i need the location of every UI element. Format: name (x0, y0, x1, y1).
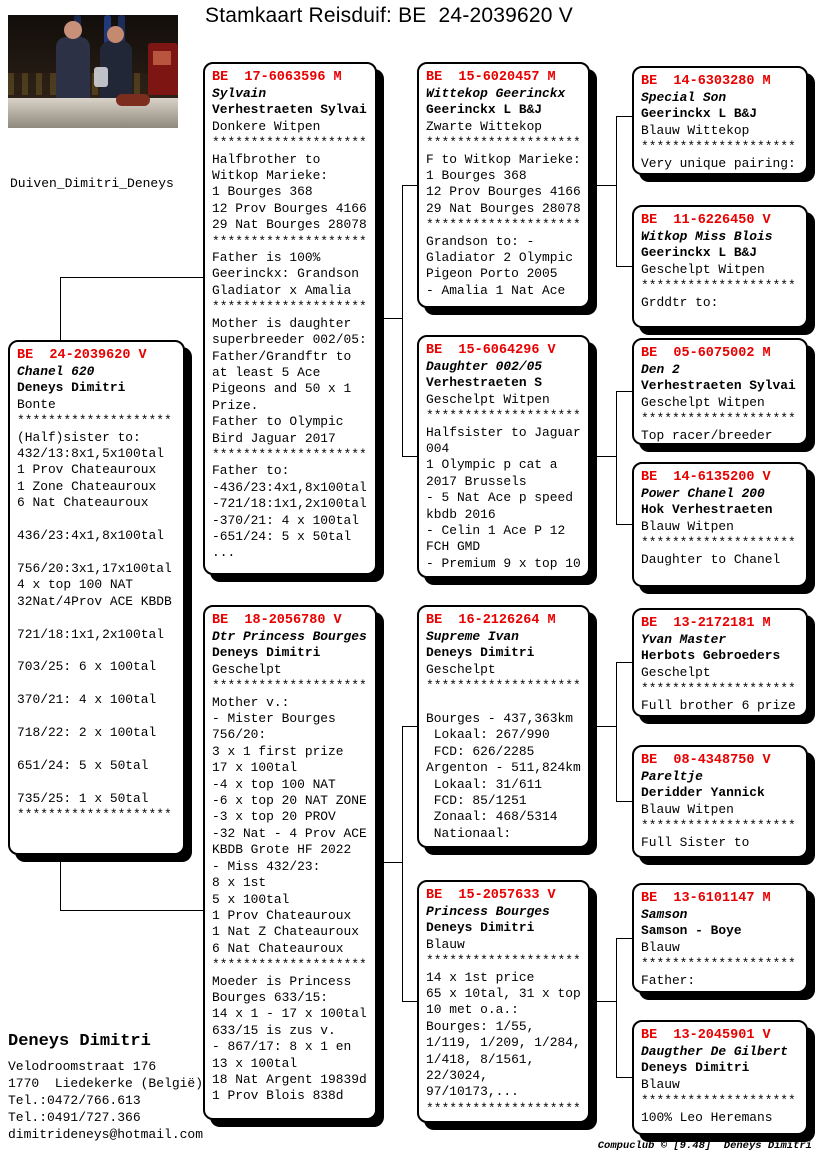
card-greatgrandparent-5 (632, 608, 808, 717)
body-line: Witkop Marieke: (212, 168, 329, 184)
separator-stars: ******************** (641, 818, 796, 834)
pigeon-name: Den 2 (641, 362, 680, 377)
ring-number: BE 17-6063596 M (212, 70, 342, 85)
card-father (203, 62, 377, 575)
body-line: 1/418, 8/1561, (426, 1051, 535, 1067)
pigeon-color: Blauw (426, 936, 465, 952)
connector-line (616, 391, 632, 392)
body-line: 721/18:1x1,2x100tal (17, 626, 164, 642)
body-line: 13 x 100tal (212, 1055, 298, 1071)
body-line: 756/20:3x1,17x100tal (17, 560, 172, 576)
body-line: 6 Nat Chateauroux (212, 940, 344, 956)
body-line: - Celin 1 Ace P 12 (426, 523, 566, 539)
body-line: - Premium 9 x top 10 (426, 555, 581, 571)
card-body (641, 278, 799, 311)
fancier-name: Verhestraeten S (426, 375, 543, 391)
body-line: Lokaal: 267/990 (426, 727, 550, 743)
connector-line (402, 456, 417, 457)
separator-stars: ******************** (641, 1093, 796, 1109)
body-line: 14 x 1 - 17 x 100tal (212, 1006, 367, 1022)
connector-line (384, 318, 402, 319)
owner-line: 1770 Liedekerke (België) (8, 1076, 204, 1091)
separator-stars: ******************** (426, 217, 581, 233)
body-line: kbdb 2016 (426, 506, 496, 522)
connector-line (616, 801, 632, 802)
connector-line (60, 910, 204, 911)
body-line: 1 Prov Chateauroux (17, 462, 157, 478)
ring-number: BE 08-4348750 V (641, 753, 771, 768)
body-line: - Mister Bourges (212, 711, 336, 727)
connector-line (402, 185, 403, 457)
pigeon-color: Blauw Wittekop (641, 122, 750, 138)
connector-line (616, 116, 632, 117)
body-line: 1 Nat Z Chateauroux (212, 924, 359, 940)
fancier-name: Deneys Dimitri (426, 645, 535, 661)
body-line: 32Nat/4Prov ACE KBDB (17, 593, 172, 609)
separator-stars: ******************** (426, 135, 581, 151)
ring-number: BE 15-2057633 V (426, 888, 556, 903)
body-line: - 5 Nat Ace p speed (426, 490, 573, 506)
pigeon-color: Blauw (641, 939, 680, 955)
card-greatgrandparent-2 (632, 205, 808, 328)
body-line: Full Sister to (641, 834, 750, 850)
body-line (17, 676, 176, 692)
photo-person-head (107, 26, 124, 43)
fancier-name: Deridder Yannick (641, 785, 765, 801)
body-line: - 867/17: 8 x 1 en (212, 1039, 352, 1055)
card-grandfather-maternal (417, 605, 590, 848)
ring-number: BE 13-2172181 M (641, 616, 771, 631)
body-line: Father to Olympic (212, 414, 344, 430)
body-line: Mother is daughter (212, 315, 352, 331)
body-line: 651/24: 5 x 50tal (17, 757, 149, 773)
connector-line (616, 662, 632, 663)
card-body (426, 953, 581, 1117)
body-line: Grandson to: - (426, 233, 535, 249)
ring-number: BE 14-6135200 V (641, 470, 771, 485)
body-line: -370/21: 4 x 100tal (212, 512, 359, 528)
ring-number: BE 24-2039620 V (17, 348, 147, 363)
separator-stars: ******************** (426, 1100, 581, 1116)
pigeon-color: Zwarte Wittekop (426, 118, 543, 134)
separator-stars: ******************** (426, 408, 581, 424)
body-line: F to Witkop Marieke: (426, 151, 581, 167)
body-line: 18 Nat Argent 19839d (212, 1071, 367, 1087)
connector-line (616, 1077, 632, 1078)
body-line: 2017 Brussels (426, 473, 527, 489)
pigeon-name: Samson (641, 907, 688, 922)
pigeon-color: Geschelpt Witpen (641, 261, 765, 277)
connector-line (616, 266, 632, 267)
body-line: Bourges 633/15: (212, 989, 329, 1005)
pigeon-color: Geschelpt (641, 664, 711, 680)
connector-line (402, 185, 417, 186)
body-line: 100% Leo Heremans (641, 1109, 773, 1125)
connector-line (402, 726, 417, 727)
body-line: FCD: 85/1251 (426, 793, 527, 809)
ring-number: BE 16-2126264 M (426, 613, 556, 628)
body-line: at least 5 Ace (212, 364, 321, 380)
card-body (426, 135, 581, 299)
fancier-name: Deneys Dimitri (641, 1060, 750, 1076)
body-line: 4 x top 100 NAT (17, 577, 134, 593)
body-line: Lokaal: 31/611 (426, 776, 543, 792)
ring-number: BE 18-2056780 V (212, 613, 342, 628)
card-body (641, 956, 799, 989)
pigeon-name: Wittekop Geerinckx (426, 86, 566, 101)
body-line: 1 Bourges 368 (212, 184, 313, 200)
separator-stars: ******************** (212, 233, 367, 249)
body-line: Father to: (212, 463, 290, 479)
body-line: 3 x 1 first prize (212, 743, 344, 759)
body-line (17, 544, 176, 560)
pigeon-color: Geschelpt (212, 661, 282, 677)
fancier-name: Hok Verhestraeten (641, 502, 773, 518)
body-line: 8 x 1st (212, 875, 267, 891)
body-line: 97/10173,... (426, 1084, 519, 1100)
ring-number: BE 05-6075002 M (641, 346, 771, 361)
fancier-name: Geerinckx L B&J (426, 102, 543, 118)
body-line (17, 709, 176, 725)
body-line: 735/25: 1 x 50tal (17, 790, 149, 806)
ring-number: BE 11-6226450 V (641, 213, 771, 228)
card-grandmother-maternal (417, 880, 590, 1123)
loft-photo (8, 15, 178, 128)
body-line: 004 (426, 441, 450, 457)
body-line: -721/18:1x1,2x100tal (212, 496, 367, 512)
separator-stars: ******************** (212, 678, 367, 694)
card-body (17, 413, 176, 823)
body-line: Gladiator 2 Olympic (426, 250, 573, 266)
connector-line (402, 726, 403, 1002)
fancier-name: Verhestraeten Sylvai (641, 378, 796, 394)
separator-stars: ******************** (426, 953, 581, 969)
body-line: Grddtr to: (641, 294, 719, 310)
separator-stars: ******************** (212, 299, 367, 315)
body-line (17, 643, 176, 659)
body-line: 718/22: 2 x 100tal (17, 724, 157, 740)
body-line: Full brother 6 prize (641, 697, 796, 713)
body-line: 12 Prov Bourges 4166 (426, 184, 581, 200)
body-line: 10 met o.a.: (426, 1002, 519, 1018)
card-body (426, 678, 581, 842)
connector-line (616, 391, 617, 525)
body-line: Zonaal: 468/5314 (426, 809, 558, 825)
card-body (641, 139, 799, 172)
body-line: 1 Prov Chateauroux (212, 907, 352, 923)
pigeon-name: Pareltje (641, 769, 703, 784)
body-line: FCD: 626/2285 (426, 743, 535, 759)
ring-number: BE 14-6303280 M (641, 74, 771, 89)
connector-line (384, 862, 402, 863)
separator-stars: ******************** (641, 278, 796, 294)
owner-line: Velodroomstraat 176 (8, 1059, 157, 1074)
card-main-pigeon (8, 340, 185, 855)
connector-line (597, 726, 616, 727)
body-line: Very unique pairing: (641, 155, 796, 171)
body-line: - Miss 432/23: (212, 858, 321, 874)
connector-line (60, 857, 61, 910)
separator-stars: ******************** (17, 413, 172, 429)
card-greatgrandparent-6 (632, 745, 808, 858)
body-line: 436/23:4x1,8x100tal (17, 528, 164, 544)
fancier-name: Deneys Dimitri (17, 380, 126, 396)
body-line: FCH GMD (426, 539, 481, 555)
body-line: Argenton - 511,824km (426, 760, 581, 776)
pigeon-color: Bonte (17, 396, 56, 412)
body-line: 633/15 is zus v. (212, 1022, 336, 1038)
body-line: KBDB Grote HF 2022 (212, 842, 352, 858)
body-line: Nationaal: (426, 825, 512, 841)
connector-line (597, 1001, 616, 1002)
pigeon-color: Blauw Witpen (641, 518, 734, 534)
pigeon-color: Donkere Witpen (212, 118, 321, 134)
card-mother (203, 605, 377, 1120)
pigeon-color: Geschelpt Witpen (426, 391, 550, 407)
card-greatgrandparent-8 (632, 1020, 808, 1135)
body-line: Halfsister to Jaguar (426, 424, 581, 440)
body-line: Daughter to Chanel (641, 551, 781, 567)
photo-red-machine (148, 43, 178, 95)
ring-number: BE 15-6020457 M (426, 70, 556, 85)
footer-credit: Compuclub © [9.48] Deneys Dimitri (597, 1140, 812, 1152)
connector-line (60, 277, 61, 340)
body-line: 432/13:8x1,5x100tal (17, 446, 164, 462)
pigeon-name: Witkop Miss Blois (641, 229, 773, 244)
pigeon-color: Geschelpt (426, 661, 496, 677)
pigeon-name: Sylvain (212, 86, 267, 101)
card-body (641, 818, 799, 851)
owner-block (8, 1032, 203, 1143)
separator-stars: ******************** (17, 806, 172, 822)
pigeon-name: Chanel 620 (17, 364, 95, 379)
fancier-name: Deneys Dimitri (426, 920, 535, 936)
body-line: 1/119, 1/209, 1/284, (426, 1035, 581, 1051)
card-body (212, 678, 368, 1105)
separator-stars: ******************** (212, 957, 367, 973)
body-line: 22/3024, (426, 1068, 488, 1084)
body-line: Father/Grandftr to (212, 348, 352, 364)
separator-stars: ******************** (212, 446, 367, 462)
pigeon-name: Princess Bourges (426, 904, 550, 919)
body-line (426, 695, 581, 711)
connector-line (616, 662, 617, 802)
body-line: Bird Jaguar 2017 (212, 430, 336, 446)
body-line: 12 Prov Bourges 4166 (212, 200, 367, 216)
pigeon-color: Blauw Witpen (641, 801, 734, 817)
body-line: 1 Zone Chateauroux (17, 478, 157, 494)
body-line: -6 x top 20 NAT ZONE (212, 793, 367, 809)
body-line: Moeder is Princess (212, 973, 352, 989)
body-line: Prize. (212, 397, 259, 413)
body-line: Pigeon Porto 2005 (426, 266, 558, 282)
card-body (641, 411, 799, 444)
fancier-name: Samson - Boye (641, 923, 742, 939)
body-line: Father: (641, 972, 696, 988)
body-line: 370/21: 4 x 100tal (17, 692, 157, 708)
body-line: Geerinckx: Grandson (212, 266, 359, 282)
body-line: Bourges: 1/55, (426, 1018, 535, 1034)
body-line (17, 774, 176, 790)
pigeon-name: Daughter 002/05 (426, 359, 543, 374)
connector-line (402, 1001, 417, 1002)
connector-line (597, 185, 616, 186)
body-line: 1 Olympic p cat a (426, 457, 558, 473)
ring-number: BE 13-6101147 M (641, 891, 771, 906)
body-line: Mother v.: (212, 694, 290, 710)
photo-table-items (116, 94, 150, 106)
card-greatgrandparent-7 (632, 883, 808, 993)
body-line (17, 610, 176, 626)
body-line: 17 x 100tal (212, 760, 298, 776)
body-line: 756/20: (212, 727, 267, 743)
fancier-name: Deneys Dimitri (212, 645, 321, 661)
photo-person-left (56, 37, 90, 107)
connector-line (597, 456, 616, 457)
body-line (17, 512, 176, 528)
pigeon-color: Blauw (641, 1076, 680, 1092)
photo-table (8, 98, 178, 128)
ring-number: BE 15-6064296 V (426, 343, 556, 358)
card-greatgrandparent-1 (632, 66, 808, 175)
body-line: superbreeder 002/05: (212, 332, 367, 348)
card-body (212, 135, 368, 562)
connector-line (616, 938, 632, 939)
body-line: Gladiator x Amalia (212, 282, 352, 298)
body-line: Halfbrother to (212, 151, 321, 167)
separator-stars: ******************** (426, 678, 581, 694)
owner-line: dimitrideneys@hotmail.com (8, 1127, 204, 1142)
body-line: 65 x 10tal, 31 x top (426, 986, 581, 1002)
separator-stars: ******************** (212, 135, 367, 151)
card-greatgrandparent-3 (632, 338, 808, 445)
connector-line (616, 116, 617, 267)
body-line: -651/24: 5 x 50tal (212, 528, 352, 544)
body-line: 1 Prov Blois 838d (212, 1088, 344, 1104)
body-line: 29 Nat Bourges 28078 (426, 200, 581, 216)
body-line: 1 Bourges 368 (426, 168, 527, 184)
owner-name: Deneys Dimitri (8, 1032, 151, 1051)
card-body (641, 535, 799, 568)
owner-line: Tel.:0472/766.613 (8, 1093, 141, 1108)
photo-person-head (64, 21, 82, 39)
connector-line (60, 277, 204, 278)
pigeon-name: Dtr Princess Bourges (212, 629, 367, 644)
pigeon-name: Yvan Master (641, 632, 727, 647)
page-title: Stamkaart Reisduif: BE 24-2039620 V (205, 4, 573, 27)
connector-line (616, 524, 632, 525)
fancier-name: Geerinckx L B&J (641, 106, 758, 122)
pigeon-name: Supreme Ivan (426, 629, 519, 644)
ring-number: BE 13-2045901 V (641, 1028, 771, 1043)
card-body (426, 408, 581, 572)
body-line: -3 x top 20 PROV (212, 809, 336, 825)
card-grandfather-paternal (417, 62, 590, 308)
separator-stars: ******************** (641, 681, 796, 697)
separator-stars: ******************** (641, 535, 796, 551)
separator-stars: ******************** (641, 139, 796, 155)
pigeon-name: Power Chanel 200 (641, 486, 765, 501)
separator-stars: ******************** (641, 411, 796, 427)
pigeon-name: Daugther De Gilbert (641, 1044, 788, 1059)
body-line: (Half)sister to: (17, 429, 141, 445)
photo-gift-bag (94, 67, 108, 87)
body-line: - Amalia 1 Nat Ace (426, 282, 566, 298)
body-line: 14 x 1st price (426, 969, 535, 985)
connector-line (616, 938, 617, 1078)
body-line (17, 741, 176, 757)
pigeon-name: Special Son (641, 90, 727, 105)
body-line: -436/23:4x1,8x100tal (212, 479, 367, 495)
fancier-name: Verhestraeten Sylvai (212, 102, 367, 118)
pigeon-color: Geschelpt Witpen (641, 394, 765, 410)
fancier-name: Geerinckx L B&J (641, 245, 758, 261)
body-line: 703/25: 6 x 100tal (17, 659, 157, 675)
card-grandmother-paternal (417, 335, 590, 578)
card-body (641, 681, 799, 714)
body-line: -32 Nat - 4 Prov ACE (212, 825, 367, 841)
owner-lines (8, 1058, 203, 1143)
body-line: Bourges - 437,363km (426, 711, 573, 727)
card-body (641, 1093, 799, 1126)
body-line: -4 x top 100 NAT (212, 776, 336, 792)
fancier-name: Herbots Gebroeders (641, 648, 781, 664)
body-line: ... (212, 545, 236, 561)
body-line: 29 Nat Bourges 28078 (212, 217, 367, 233)
body-line: 5 x 100tal (212, 891, 290, 907)
card-greatgrandparent-4 (632, 462, 808, 587)
body-line: Pigeons and 50 x 1 (212, 381, 352, 397)
photo-caption: Duiven_Dimitri_Deneys (10, 176, 174, 191)
owner-line: Tel.:0491/727.366 (8, 1110, 141, 1125)
body-line: Top racer/breeder (641, 427, 773, 443)
body-line: 6 Nat Chateauroux (17, 495, 149, 511)
body-line: Father is 100% (212, 250, 321, 266)
separator-stars: ******************** (641, 956, 796, 972)
